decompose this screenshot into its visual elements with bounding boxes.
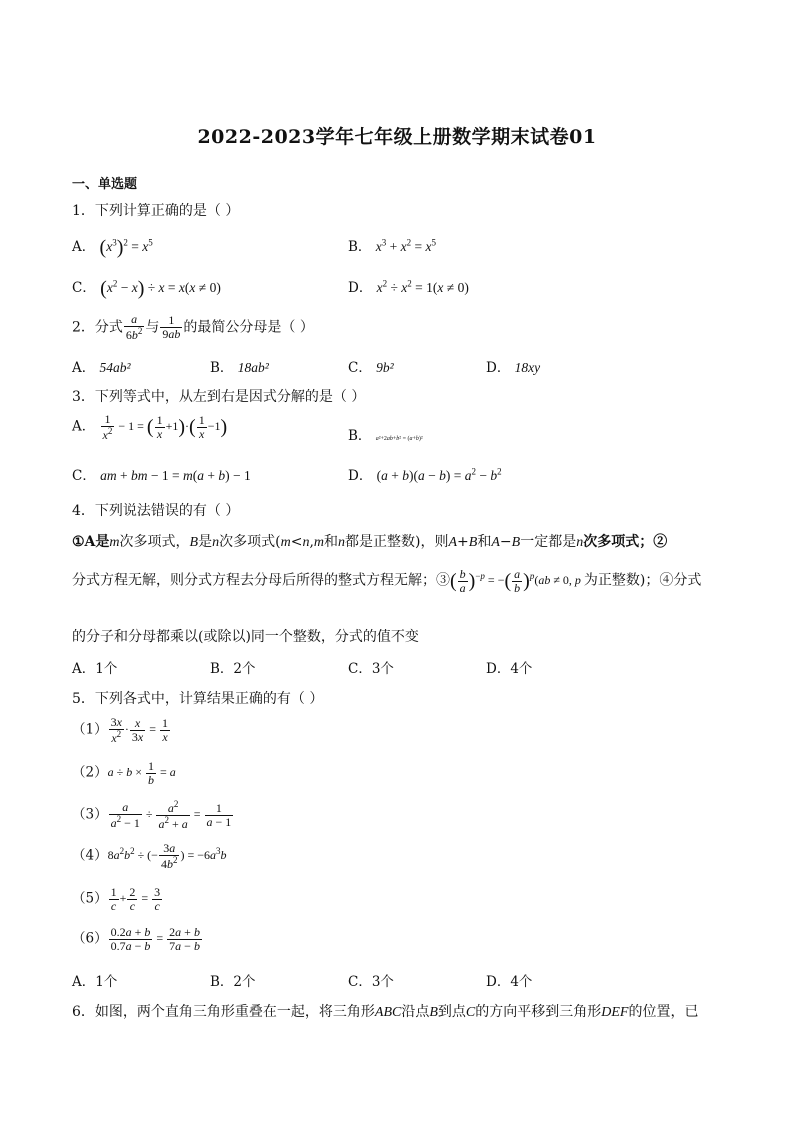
q3-option-d[interactable]: D． $(a + b)(a - b) = a^2 - b^2$: [348, 466, 502, 484]
q5-option-c[interactable]: C．3个: [348, 974, 394, 990]
q5-item-3: （3） $\frac{a}{a^2 - 1}$ ÷ $\frac{a^2}{a^2 + a}$ = $\frac{1}{a - 1}$: [72, 799, 232, 832]
q2-fraction-1: $\frac{a}{6b^2}$: [125, 312, 143, 343]
q3-option-a-expr: $\frac{1}{x^2}$ − 1 = ( $\frac{1}{x}$ +1)·( $\frac{1}{x}$ −1): [102, 412, 228, 443]
q2-option-d[interactable]: D． 18xy: [486, 360, 541, 376]
page-title: 2022-2023学年七年级上册数学期末试卷01: [197, 126, 597, 148]
section-heading: 一、单选题: [72, 177, 138, 192]
q3-option-d-expr: $(a + b)(a - b) = a^2 - b^2$: [376, 466, 502, 483]
q4-statement-line-2: 分式方程无解，则分式方程去分母后所得的整式方程无解；③( $\frac{b}{a}$ )$^{-p}$ = −( $\frac{a}{b}$ )$^p$(ab ≠ 0, p 为正整数)；④分式: [72, 567, 702, 596]
q2-option-b[interactable]: B． 18ab²: [210, 360, 269, 376]
question-4-stem: 4．下列说法错误的有（ ）: [72, 503, 240, 519]
q3-option-c-expr: am + bm − 1 = m(a + b) − 1: [100, 468, 251, 483]
q1-option-d-expr: $x^2 \div x^2 = 1(x \ne 0)$: [376, 278, 469, 295]
q4-option-b[interactable]: B．2个: [210, 661, 256, 677]
q3-option-c[interactable]: C． am + bm − 1 = m(a + b) − 1: [72, 468, 251, 484]
question-1-stem: 1．下列计算正确的是（ ）: [72, 203, 240, 219]
q5-item-2: （2）a ÷ b × $\frac{1}{b}$ = a: [72, 759, 176, 788]
q1-option-b[interactable]: B． $x^3 + x^2 = x^5$: [348, 237, 436, 255]
q1-option-b-expr: $x^3 + x^2 = x^5$: [375, 237, 436, 254]
q3-option-b-expr: a²+2ab+b² = (a+b)²: [375, 436, 423, 442]
q5-item-4: $(4)8a^2b^2$ ÷ (− $\frac{3a}{4b^2}$ ) = $-6a^3b$: [72, 841, 227, 872]
q5-item-1: （1） $\frac{3x}{x^2}$ · $\frac{x}{3x}$ = $\frac{1}{x}$: [72, 715, 169, 746]
q5-option-d[interactable]: D．4个: [486, 974, 533, 990]
q4-power-identity: ( $\frac{b}{a}$ )$^{-p}$ = −( $\frac{a}{b}$ )$^p$(ab ≠ 0, p: [450, 567, 581, 596]
q4-statement-line-3: 的分子和分母都乘以(或除以)同一个整数，分式的值不变: [72, 629, 419, 645]
q4-option-c[interactable]: C．3个: [348, 661, 394, 677]
q3-option-b[interactable]: B． a²+2ab+b² = (a+b)²: [348, 428, 423, 444]
q2-option-a[interactable]: A． 54ab²: [72, 360, 131, 376]
q2-option-c[interactable]: C． 9b²: [348, 360, 394, 376]
q1-option-a-expr: $(x^3)^2 = x^5$: [99, 236, 153, 259]
question-5-stem: 5．下列各式中，计算结果正确的有（ ）: [72, 691, 324, 707]
q1-option-d[interactable]: D． $x^2 \div x^2 = 1(x \ne 0)$: [348, 278, 469, 296]
q5-option-b[interactable]: B．2个: [210, 974, 256, 990]
q1-option-c-expr: $(x^2 - x) \div x = x(x \ne 0)$: [100, 277, 221, 300]
q4-statement-line-1: ①A是m次多项式，B是n次多项式(m<n,m和n都是正整数)，则A+B和A−B一定都是n次多项式；②: [72, 534, 668, 550]
q2-fraction-2: $\frac{1}{9ab}$: [162, 313, 181, 342]
q4-option-d[interactable]: D．4个: [486, 661, 533, 677]
q5-item-5: （5） $\frac{1}{c}$ + $\frac{2}{c}$ = $\frac{3}{c}$: [72, 885, 161, 914]
q4-option-a[interactable]: A．1个: [72, 661, 118, 677]
q3-option-a[interactable]: A． $\frac{1}{x^2}$ − 1 = ( $\frac{1}{x}$ +1)·( $\frac{1}{x}$ −1): [72, 412, 228, 443]
q5-option-a[interactable]: A．1个: [72, 974, 118, 990]
question-6-stem: 6．如图，两个直角三角形重叠在一起，将三角形ABC沿点B到点C的方向平移到三角形DEF的位置，已: [72, 1004, 699, 1020]
q1-option-a[interactable]: A． $(x^3)^2 = x^5$: [72, 236, 153, 259]
question-2-stem: 2．分式 $\frac{a}{6b^2}$ 与 $\frac{1}{9ab}$ 的最简公分母是（ ）: [72, 312, 314, 343]
question-3-stem: 3．下列等式中，从左到右是因式分解的是（ ）: [72, 389, 366, 405]
q1-option-c[interactable]: C． $(x^2 - x) \div x = x(x \ne 0)$: [72, 277, 221, 300]
q5-item-6: （6） $\frac{0.2a + b}{0.7a - b}$ = $\frac{2a + b}{7a - b}$: [72, 925, 200, 954]
